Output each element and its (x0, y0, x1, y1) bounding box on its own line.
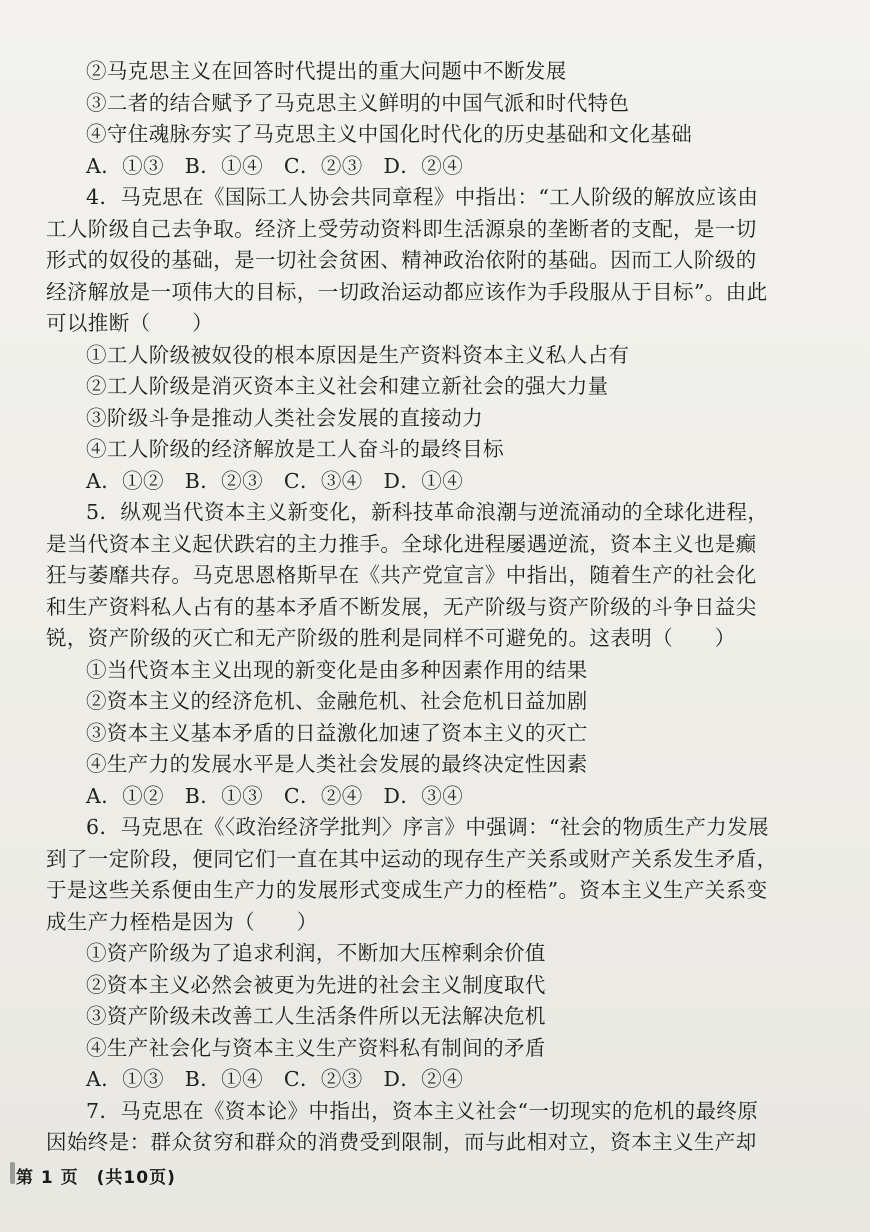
option-line: ④生产力的发展水平是人类社会发展的最终决定性因素 (86, 752, 588, 776)
question-continuation-line: 是当代资本主义起伏跌宕的主力推手。全球化进程屡遇逆流，资本主义也是癫 (46, 531, 757, 556)
question-continuation-line: 狂与萎靡共存。马克思恩格斯早在《共产党宣言》中指出，随着生产的社会化 (46, 563, 757, 587)
option-line: ①当代资本主义出现的新变化是由多种因素作用的结果 (86, 657, 588, 682)
answer-choices-line: A．①② B．②③ C．③④ D．①④ (86, 468, 464, 493)
option-line: ②资本主义必然会被更为先进的社会主义制度取代 (86, 972, 546, 997)
option-line: ④守住魂脉夯实了马克思主义中国化时代化的历史基础和文化基础 (86, 122, 693, 146)
option-line: ③资本主义基本矛盾的日益激化加速了资本主义的灭亡 (86, 720, 588, 745)
question-continuation-line: 可以推断（ ） (46, 311, 214, 335)
question-continuation-line: 工人阶级自己去争取。经济上受劳动资料即生活源泉的垄断者的支配，是一切 (46, 216, 757, 241)
question-continuation-line: 形式的奴役的基础，是一切社会贫困、精神政治依附的基础。因而工人阶级的 (46, 248, 757, 272)
question-continuation-line: 成生产力桎梏是因为（ ） (46, 909, 318, 934)
answer-choices-line: A．①③ B．①④ C．②③ D．②④ (86, 153, 464, 178)
answer-choices-line: A．①② B．①③ C．②④ D．③④ (86, 783, 464, 808)
question-continuation-line: 和生产资料私人占有的基本矛盾不断发展，无产阶级与资产阶级的斗争日益尖 (46, 594, 757, 619)
option-line: ②工人阶级是消灭资本主义社会和建立新社会的强大力量 (86, 374, 609, 398)
option-line: ①资产阶级为了追求利润，不断加大压榨剩余价值 (86, 941, 546, 965)
answer-choices-line: A．①③ B．①④ C．②③ D．②④ (86, 1067, 464, 1091)
question-continuation-line: 因始终是：群众贫穷和群众的消费受到限制，而与此相对立，资本主义生产却 (46, 1130, 757, 1154)
question-stem-line: 7．马克思在《资本论》中指出，资本主义社会“一切现实的危机的最终原 (86, 1098, 759, 1123)
question-stem-line: 4．马克思在《国际工人协会共同章程》中指出：“工人阶级的解放应该由 (86, 185, 759, 209)
question-continuation-line: 于是这些关系便由生产力的发展形式变成生产力的桎梏”。资本主义生产关系变 (46, 878, 768, 902)
option-line: ④工人阶级的经济解放是工人奋斗的最终目标 (86, 437, 504, 461)
page-number: 第 1 页 (共10页) (16, 1168, 176, 1188)
question-continuation-line: 经济解放是一项伟大的目标，一切政治运动都应该作为手段服从于目标”。由此 (46, 279, 768, 304)
question-stem-line: 6．马克思在《〈政治经济学批判〉序言》中强调：“社会的物质生产力发展 (86, 815, 769, 839)
question-stem-line: 5．纵观当代资本主义新变化，新科技革命浪潮与逆流涌动的全球化进程， (86, 500, 769, 524)
option-line: ②马克思主义在回答时代提出的重大问题中不断发展 (86, 59, 567, 83)
option-line: ③资产阶级未改善工人生活条件所以无法解决危机 (86, 1004, 546, 1028)
scan-edge-mark (10, 1162, 15, 1184)
option-line: ②资本主义的经济危机、金融危机、社会危机日益加剧 (86, 689, 588, 713)
option-line: ④生产社会化与资本主义生产资料私有制间的矛盾 (86, 1035, 546, 1060)
question-text-block (46, 56, 836, 1159)
option-line: ③二者的结合赋予了马克思主义鲜明的中国气派和时代特色 (86, 90, 630, 115)
question-continuation-line: 到了一定阶段，便同它们一直在其中运动的现存生产关系或财产关系发生矛盾， (46, 846, 778, 871)
option-line: ③阶级斗争是推动人类社会发展的直接动力 (86, 405, 484, 430)
option-line: ①工人阶级被奴役的根本原因是生产资料资本主义私人占有 (86, 342, 630, 367)
question-continuation-line: 锐，资产阶级的灭亡和无产阶级的胜利是同样不可避免的。这表明（ ） (46, 626, 736, 650)
